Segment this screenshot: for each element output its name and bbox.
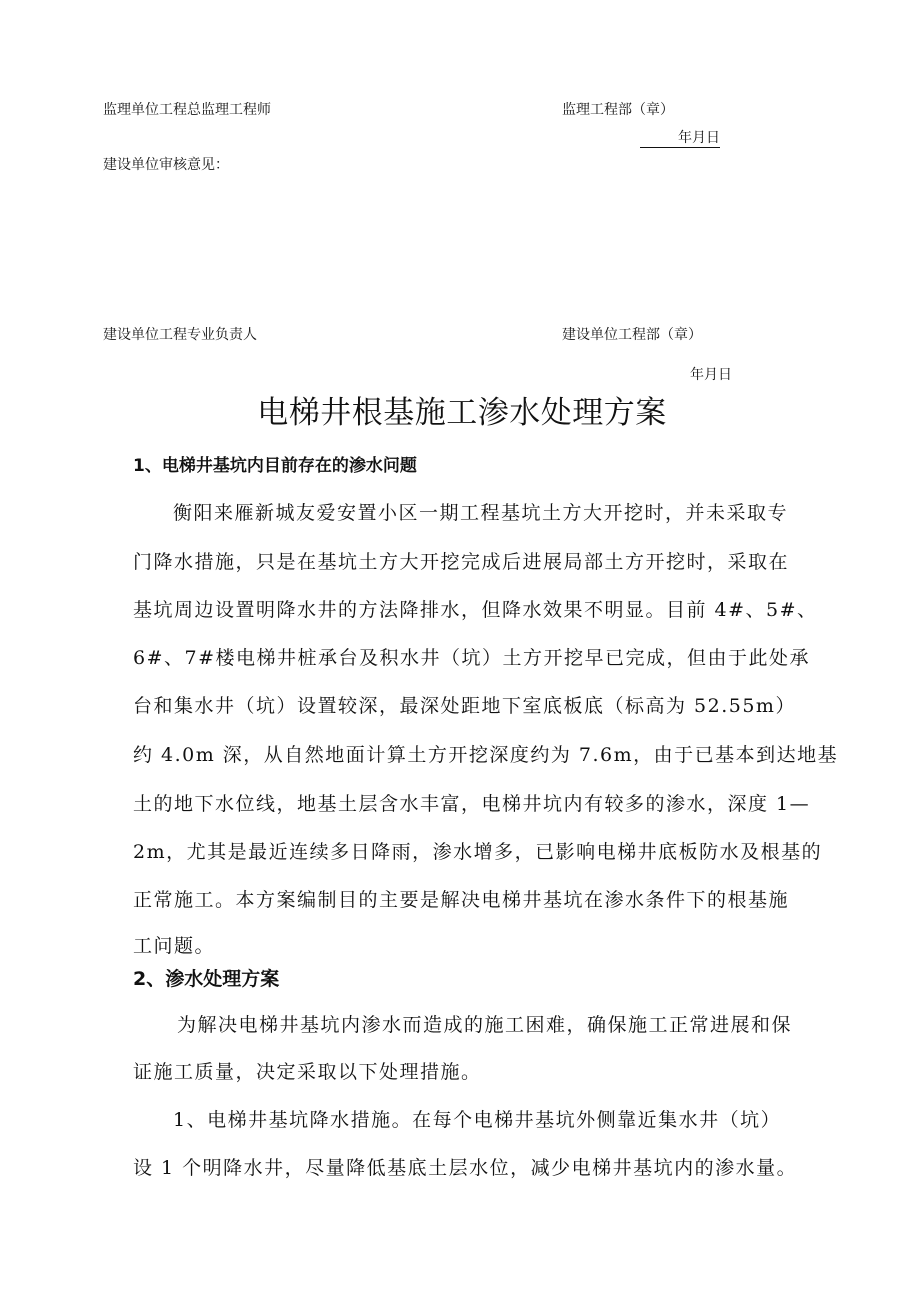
paragraph-line: 为解决电梯井基坑内渗水而造成的施工困难，确保施工正常进展和保 (177, 1014, 793, 1036)
paragraph-line: 1、电梯井基坑降水措施。在每个电梯井基坑外侧靠近集水井（坑） (173, 1109, 782, 1131)
supervisor-date: 年月日 (640, 129, 720, 148)
paragraph-line: 工问题。 (133, 935, 216, 957)
paragraph-line: 正常施工。本方案编制目的主要是解决电梯井基坑在渗水条件下的根基施 (133, 889, 790, 911)
paragraph-line: 设 1 个明降水井，尽量降低基底土层水位，减少电梯井基坑内的渗水量。 (133, 1157, 798, 1179)
paragraph-line: 土的地下水位线，地基土层含水丰富，电梯井坑内有较多的渗水，深度 1— (133, 793, 811, 815)
paragraph-line: 衡阳来雁新城友爱安置小区一期工程基坑土方大开挖时，并未采取专 (173, 502, 789, 524)
paragraph-line: 台和集水井（坑）设置较深，最深处距地下室底板底（标高为 52.55m） (133, 695, 796, 717)
paragraph-line: 约 4.0m 深，从自然地面计算土方开挖深度约为 7.6m，由于已基本到达地基 (133, 744, 839, 766)
paragraph-line: 2m，尤其是最近连续多日降雨，渗水增多，已影响电梯井底板防水及根基的 (133, 841, 823, 863)
paragraph-line: 证施工质量，决定采取以下处理措施。 (133, 1061, 482, 1083)
owner-dept-seal-label: 建设单位工程部（章） (562, 327, 702, 343)
paragraph-line: 6#、7#楼电梯井桩承台及积水井（坑）土方开挖早已完成，但由于此处承 (133, 647, 811, 669)
section2-heading: 2、渗水处理方案 (133, 968, 280, 990)
document-title: 电梯井根基施工渗水处理方案 (257, 395, 667, 431)
supervisor-signer-label: 监理单位工程总监理工程师 (103, 102, 271, 118)
owner-date: 年月日 (690, 367, 732, 383)
owner-review-label: 建设单位审核意见： (103, 157, 229, 173)
paragraph-line: 基坑周边设置明降水井的方法降排水，但降水效果不明显。目前 4#、5#、 (133, 599, 818, 621)
supervisor-dept-seal-label: 监理工程部（章） (562, 102, 674, 118)
section1-heading: 1、电梯井基坑内目前存在的渗水问题 (133, 456, 417, 476)
owner-signer-label: 建设单位工程专业负责人 (103, 327, 257, 343)
paragraph-line: 门降水措施，只是在基坑土方大开挖完成后进展局部土方开挖时，采取在 (133, 551, 790, 573)
